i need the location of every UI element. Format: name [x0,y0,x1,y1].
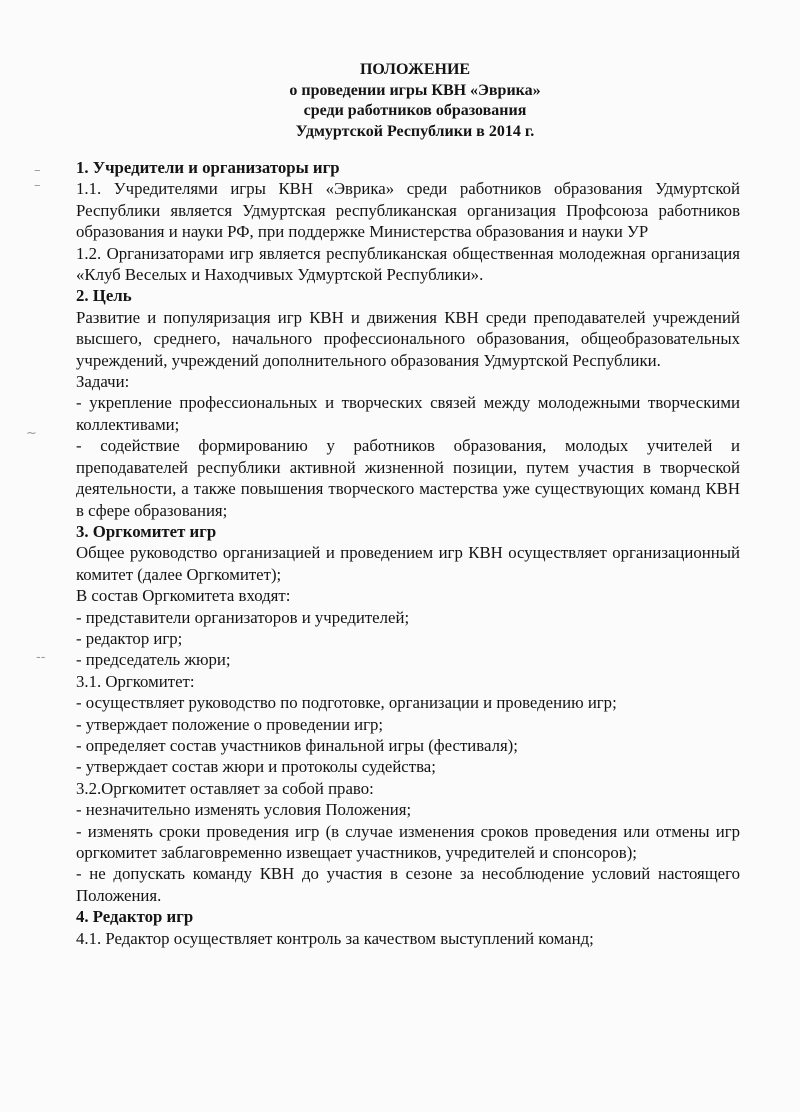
task-item-2: - содействие формированию у работников образования, молодых учителей и преподавателей республики активной жизненной позиции, путем участия в творческой деятельности, а также повышения творческого мастерства уже существующих команд КВН в сфере образования; [76,436,740,520]
section-1-heading: 1. Учредители и организаторы игр [76,158,340,177]
function-item-4: - утверждает состав жюри и протоколы судейства; [76,757,436,777]
title-line-4: Удмуртской Республики в 2014 г. [295,122,535,140]
right-item-2: - изменять сроки проведения игр (в случае изменения сроков проведения или отмены игр оргкомитет заблаговременно извещает участников, учредителей и спонсоров); [76,821,740,862]
member-item-3: - председатель жюри; [76,650,231,670]
paragraph-3-intro: Общее руководство организацией и проведением игр КВН осуществляет организационный комитет (далее Оргкомитет); [76,543,740,584]
title-line-3: среди работников образования [303,102,527,119]
scan-mark: – [34,178,41,193]
function-item-3: - определяет состав участников финальной игры (фестиваля); [76,735,518,755]
paragraph-3-members: В состав Оргкомитета входят: [76,586,291,606]
section-3-heading: 3. Оргкомитет игр [76,521,217,541]
paragraph-4-1: 4.1. Редактор осуществляет контроль за качеством выступлений команд; [76,928,594,948]
section-2-heading: 2. Цель [76,286,132,306]
member-item-1: - представители организаторов и учредителей; [76,607,410,627]
paragraph-1-2: 1.2. Организаторами игр является республиканская общественная молодежная организация «Клуб Веселых и Находчивых Удмуртской Республики». [76,243,740,285]
document-body [76,157,740,949]
document-title [0,60,800,142]
function-item-2: - утверждает положение о проведении игр; [76,714,384,734]
right-item-3: - не допускать команду КВН до участия в сезоне за несоблюдение условий настоящего Положения. [76,864,740,905]
scan-mark: – [34,163,41,178]
title-line-1: ПОЛОЖЕНИЕ [359,61,471,78]
paragraph-1-1: 1.1. Учредителями игры КВН «Эврика» среди работников образования Удмуртской Республики является Удмуртская республиканская организация Профсоюза работников образования и науки РФ, при поддержке Министерства образования и науки УР [76,179,740,242]
scan-mark: -- [36,650,46,665]
title-line-2: о проведении игры КВН «Эврика» [289,81,541,99]
paragraph-3-2: 3.2.Оргкомитет оставляет за собой право: [76,778,374,798]
function-item-1: - осуществляет руководство по подготовке, организации и проведению игр; [76,693,617,713]
section-4-heading: 4. Редактор игр [76,907,194,927]
paragraph-3-1: 3.1. Оргкомитет: [76,671,195,691]
scan-mark: ~ [26,426,37,441]
tasks-label: Задачи: [76,372,130,392]
member-item-2: - редактор игр; [76,628,183,648]
right-item-1: - незначительно изменять условия Положения; [76,800,412,820]
task-item-1: - укрепление профессиональных и творческих связей между молодежными творческими коллективами; [76,393,740,434]
paragraph-2-goal: Развитие и популяризация игр КВН и движения КВН среди преподавателей учреждений высшего, среднего, начального профессионального образования, общеобразовательных учреждений, учреждений дополнительного образования Удмуртской Республики. [76,307,740,370]
